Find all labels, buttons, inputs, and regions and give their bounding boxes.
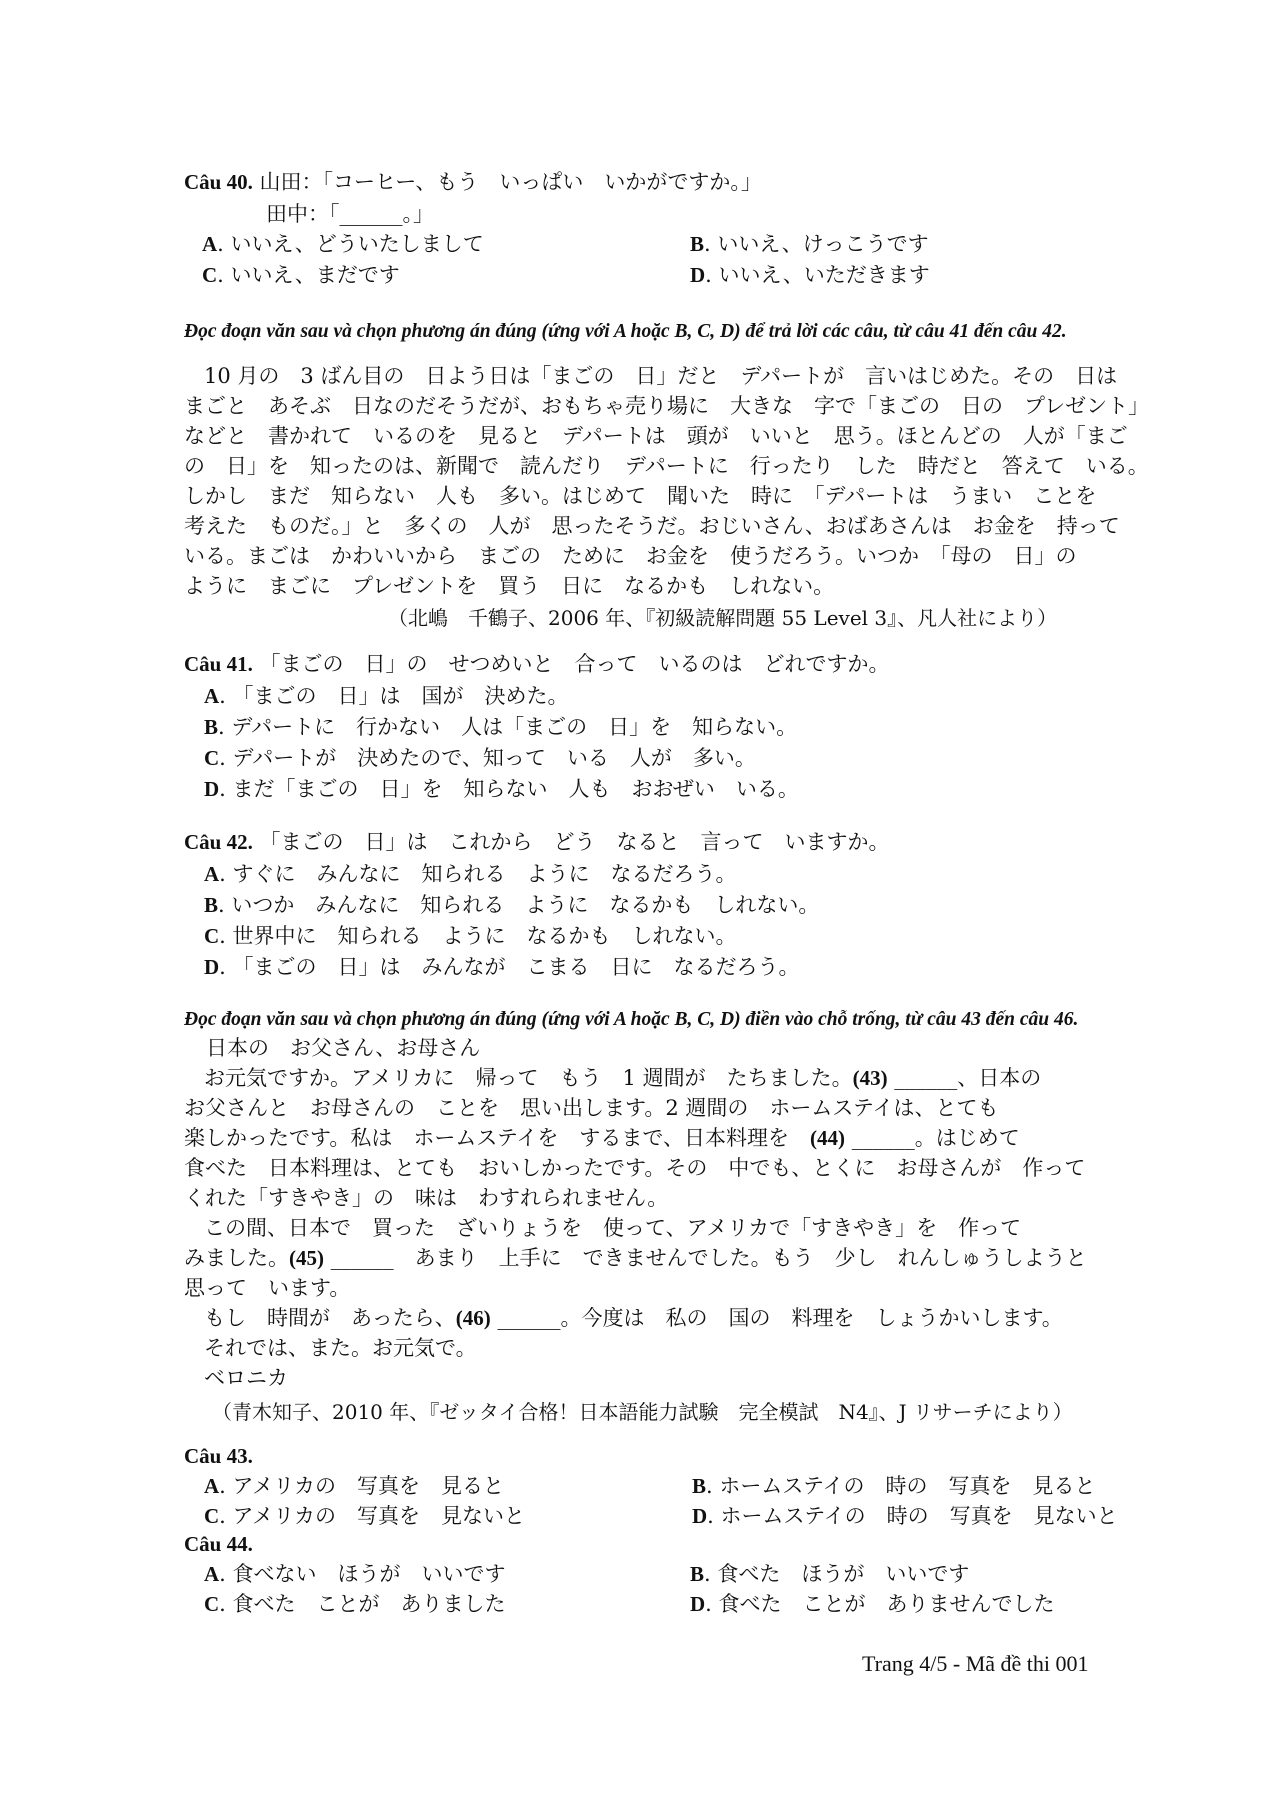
q40-option-c: C. いいえ、まだです [202,263,400,287]
letter-closing: それでは、また。お元気で。 [204,1336,477,1360]
q40-dialogue-tanaka: 田中：「______。」 [266,202,434,226]
q42-option-c: C. 世界中に 知られる ように なるかも しれない。 [204,924,737,948]
letter-signature: ベロニカ [204,1366,288,1390]
q42-stem: Câu 42. 「まごの 日」は これから どう なると 言って いますか。 [184,830,890,854]
q40-dialogue-yamada: 山田：「コーヒー、もう いっぱい いかがですか。」 [259,170,762,194]
q40-stem-line1 [184,166,1164,198]
q44-option-c: C. 食べた ことが ありました [204,1592,506,1616]
q43-option-c: C. アメリカの 写真を 見ないと [204,1504,526,1528]
letter-line: 楽しかったです。私は ホームステイを するまで、日本料理を (44) ______。はじめて [184,1126,1020,1150]
q41-option-b: B. デパートに 行かない 人は「まごの 日」を 知らない。 [204,715,798,739]
q43-option-d: D. ホームステイの 時の 写真を 見ないと [692,1504,1118,1528]
letter-line: 食べた 日本料理は、とても おいしかったです。その 中でも、とくに お母さんが 作って [184,1156,1086,1180]
letter-source: （青木知子、2010 年、『ゼッタイ合格！日本語能力試験 完全模試 N4』、J リサーチにより） [212,1400,1073,1424]
q40-option-b: B. いいえ、けっこうです [690,232,929,256]
passage1-line: などと 書かれて いるのを 見ると デパートは 頭が いいと 思う。ほとんどの 人が「まご [184,424,1128,448]
q43-option-b: B. ホームステイの 時の 写真を 見ると [692,1474,1096,1498]
q44-option-b: B. 食べた ほうが いいです [690,1562,970,1586]
passage1-line: 10 月の 3 ばん目の 日よう日は「まごの 日」だと デパートが 言いはじめた。その 日は [204,364,1118,388]
blank-45: (45) [289,1246,324,1270]
instruction-q43-46: Đọc đoạn văn sau và chọn phương án đúng (ứng với A hoặc B, C, D) điền vào chỗ trống, từ câu 43 đến câu 46. [184,1009,1079,1030]
blank-44: (44) [810,1126,846,1150]
letter-line: お父さんと お母さんの ことを 思い出します。2 週間の ホームステイは、とても [184,1096,999,1120]
q42-option-d: D. 「まごの 日」は みんなが こまる 日に なるだろう。 [204,955,800,979]
q44-option-d: D. 食べた ことが ありませんでした [690,1592,1055,1616]
q43-option-a: A. アメリカの 写真を 見ると [204,1474,505,1498]
passage1-line: まごと あそぶ 日なのだそうだが、おもちゃ売り場に 大きな 字で「まごの 日の プレゼント」 [184,394,1150,418]
q41-option-c: C. デパートが 決めたので、知って いる 人が 多い。 [204,746,756,770]
blank-46: (46) [455,1306,491,1330]
passage1-line: ように まごに プレゼントを 買う 日に なるかも しれない。 [184,574,835,598]
letter-line: みました。(45) ______ あまり 上手に できませんでした。もう 少し れんしゅうしようと [184,1246,1087,1270]
q41-option-d: D. まだ「まごの 日」を 知らない 人も おおぜい いる。 [204,777,799,801]
passage1-line: いる。まごは かわいいから まごの ために お金を 使うだろう。いつか 「母の 日」の [184,544,1077,568]
passage1-source: （北嶋 千鶴子、2006 年、『初級読解問題 55 Level 3』、凡人社により） [388,606,1058,630]
letter-line: くれた「すきやき」の 味は わすれられません。 [184,1186,669,1210]
q44-stem [184,1528,1164,1560]
q41-option-a: A. 「まごの 日」は 国が 決めた。 [204,684,569,708]
q44-label: Câu 44. [184,1532,253,1556]
q42-option-b: B. いつか みんなに 知られる ように なるかも しれない。 [204,893,820,917]
q42-option-a: A. すぐに みんなに 知られる ように なるだろう。 [204,862,737,886]
q44-option-a: A. 食べない ほうが いいです [204,1562,506,1586]
q43-stem [184,1440,1164,1472]
letter-greeting: 日本の お父さん、お母さん [206,1036,481,1060]
letter-line: お元気ですか。アメリカに 帰って もう 1 週間が たちました。(43) ______、日本の [204,1066,1042,1090]
q43-label: Câu 43. [184,1444,253,1468]
passage1-line: 考えた ものだ。」と 多くの 人が 思ったそうだ。おじいさん、おばあさんは お金を 持って [184,514,1120,538]
letter-line: もし 時間が あったら、(46) ______。今度は 私の 国の 料理を しょうかいします。 [204,1306,1063,1330]
blank-43: (43) [852,1066,888,1090]
page-footer: Trang 4/5 - Mã đề thi 001 [862,1651,1089,1676]
q41-label: Câu 41. [184,652,253,676]
q42-label: Câu 42. [184,830,253,854]
letter-line: 思って います。 [184,1276,351,1300]
q41-stem: Câu 41. 「まごの 日」の せつめいと 合って いるのは どれですか。 [184,652,890,676]
instruction-q41-42: Đọc đoạn văn sau và chọn phương án đúng (ứng với A hoặc B, C, D) để trả lời các câu, từ câu 41 đến câu 42. [184,321,1067,342]
passage1-line: しかし まだ 知らない 人も 多い。はじめて 聞いた 時に 「デパートは うまい ことを [184,484,1097,508]
passage1-line: の 日」を 知ったのは、新聞で 読んだり デパートに 行ったり した 時だと 答えて いる。 [184,454,1149,478]
letter-line: この間、日本で 買った ざいりょうを 使って、アメリカで「すきやき」を 作って [204,1216,1022,1240]
q40-option-a: A. いいえ、どういたしまして [202,232,484,256]
q40-option-d: D. いいえ、いただきます [690,263,930,287]
q40-label: Câu 40. [184,170,253,194]
